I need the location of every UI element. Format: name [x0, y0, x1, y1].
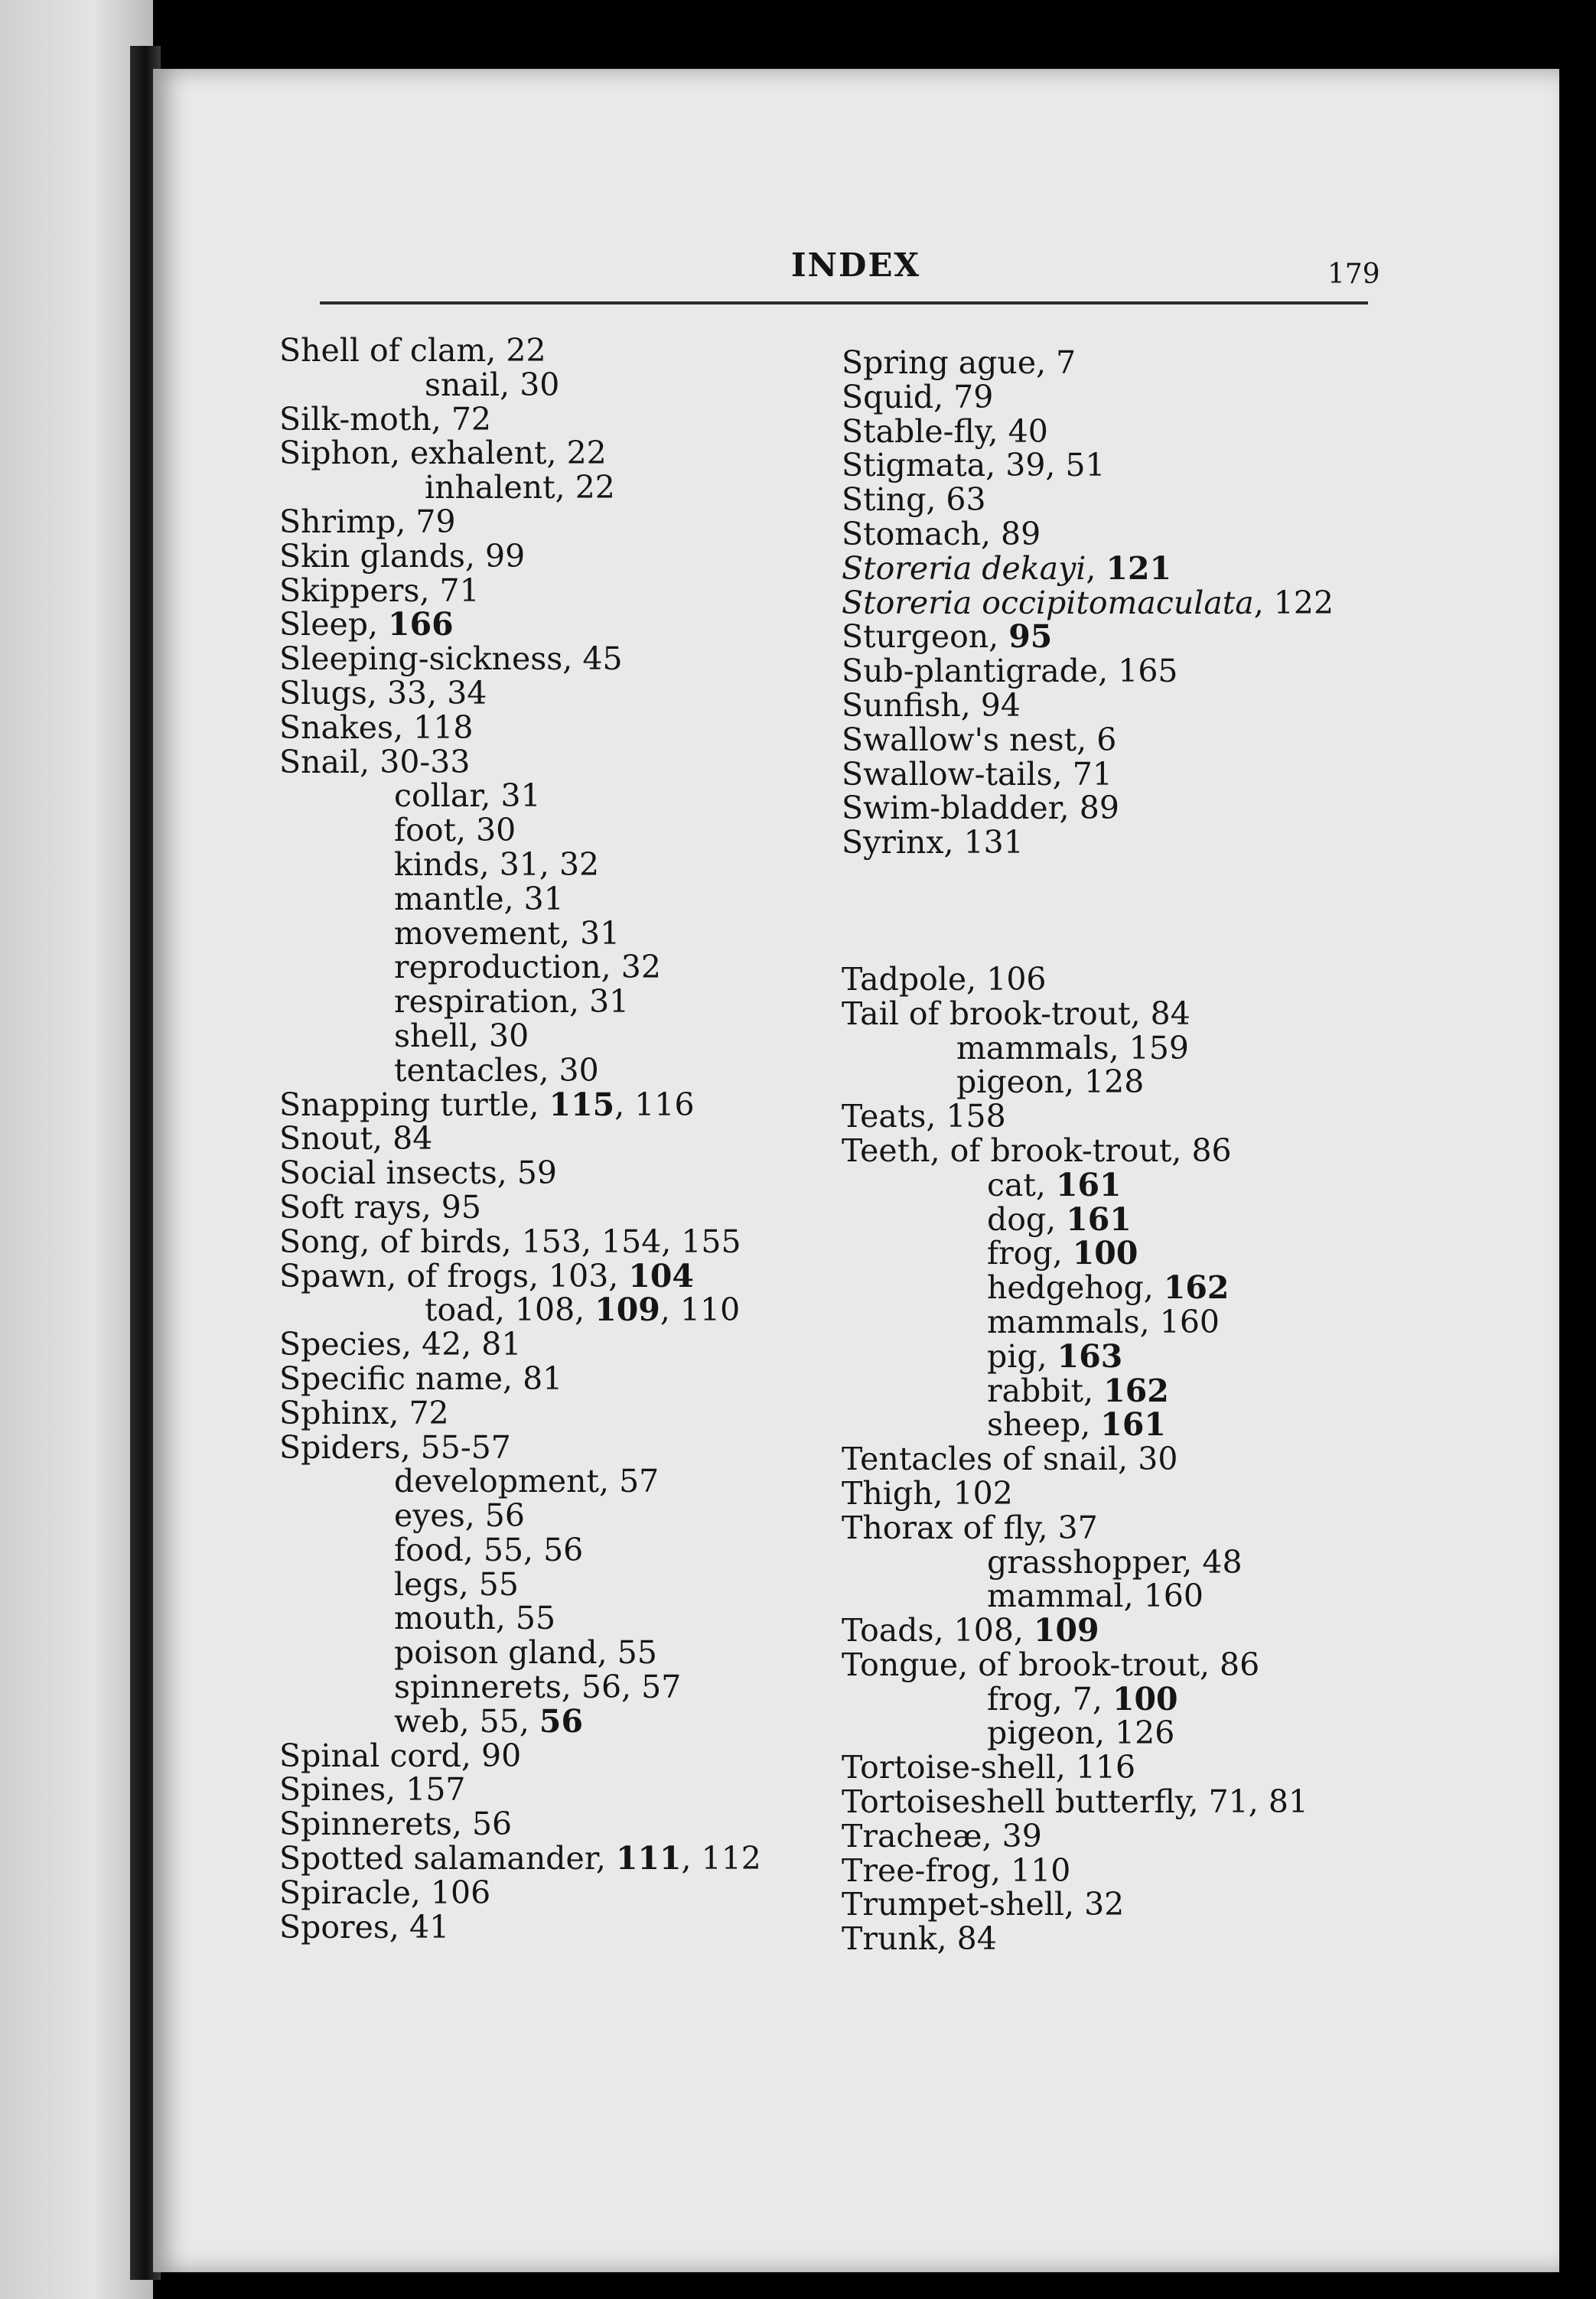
index-entry [279, 1773, 845, 1807]
entry-pages: 166 [388, 606, 454, 643]
index-subentry [842, 1168, 1392, 1203]
entry-term: Silk-moth, [279, 400, 451, 438]
entry-pages: 30-33 [379, 743, 471, 780]
index-column-left [279, 334, 845, 1944]
entry-pages: 161 [1066, 1200, 1132, 1238]
index-subentry [279, 1499, 845, 1533]
index-entry [279, 676, 845, 711]
index-entry [279, 1122, 845, 1156]
index-subentry [279, 471, 845, 505]
index-entry [279, 1841, 845, 1876]
entry-term: Squid, [842, 378, 954, 415]
entry-term: Sleep, [279, 606, 389, 643]
entry-term: cat, [987, 1166, 1056, 1203]
entry-pages: 118 [413, 708, 474, 746]
index-entry [279, 1428, 845, 1466]
entry-pages: 7 [1056, 344, 1076, 381]
index-subentry [279, 985, 845, 1019]
index-subentry [279, 882, 845, 917]
index-entry [842, 686, 1392, 724]
entry-pages: 109 [1033, 1612, 1099, 1649]
entry-term: Thorax of fly, [842, 1509, 1058, 1546]
index-entry [842, 620, 1392, 654]
entry-pages: 103, [549, 1257, 629, 1294]
entry-pages: 158 [946, 1098, 1006, 1135]
entry-term: respiration, [394, 983, 590, 1021]
entry-pages: 42, 81 [422, 1326, 522, 1363]
index-entry [279, 642, 845, 676]
index-entry [842, 1648, 1392, 1682]
index-entry [842, 517, 1392, 552]
entry-term: Teats, [842, 1098, 946, 1135]
index-subentry [842, 1065, 1392, 1099]
entry-pages: , 112 [681, 1840, 761, 1877]
entry-term: Snakes, [279, 708, 414, 746]
entry-term: Sleeping-sickness, [279, 640, 583, 678]
index-subentry [279, 1533, 845, 1568]
entry-term: grasshopper, [987, 1543, 1203, 1581]
entry-pages: 71 [439, 571, 480, 609]
entry-term: Tortoise-shell, [842, 1749, 1076, 1786]
entry-term: Social insects, [279, 1154, 517, 1192]
entry-pages: 157 [406, 1771, 466, 1809]
entry-term: Spawn, of frogs, [279, 1257, 549, 1294]
index-entry [842, 1614, 1392, 1648]
entry-pages: 94 [980, 686, 1021, 724]
entry-pages: 22 [566, 435, 607, 472]
index-entry [842, 723, 1392, 757]
entry-term: Trumpet-shell, [842, 1886, 1085, 1923]
entry-pages: 163 [1057, 1337, 1123, 1375]
index-entry [279, 708, 845, 746]
index-entry [842, 1134, 1392, 1168]
entry-term: dog, [987, 1200, 1067, 1238]
page-title: INDEX [791, 246, 921, 284]
entry-pages: 84 [956, 1920, 997, 1958]
entry-term: Sunfish, [842, 686, 981, 724]
index-entry [279, 436, 845, 471]
entry-pages: 31 [589, 983, 630, 1021]
entry-pages: 30 [489, 1017, 529, 1054]
index-subentry [279, 914, 845, 952]
entry-pages: 33, 34 [386, 674, 487, 712]
entry-term: poison gland, [394, 1634, 617, 1672]
entry-term: frog, [987, 1680, 1073, 1718]
index-subentry [842, 1682, 1392, 1717]
entry-pages: , [614, 1086, 635, 1123]
index-entry [842, 1922, 1392, 1956]
index-entry [279, 1396, 845, 1431]
entry-pages: 56 [484, 1497, 525, 1535]
entry-pages: 72 [409, 1394, 449, 1431]
entry-term: Song, of birds, [279, 1223, 522, 1260]
entry-term: Spinnerets, [279, 1806, 472, 1843]
entry-term: Syrinx, [842, 824, 964, 861]
entry-pages: 115 [549, 1086, 615, 1123]
entry-term: Soft rays, [279, 1188, 441, 1226]
entry-term: Trunk, [842, 1920, 957, 1958]
index-entry [842, 380, 1392, 415]
entry-term: Tracheæ, [842, 1817, 1002, 1855]
index-entry [279, 607, 845, 642]
entry-term: Specific name, [279, 1360, 523, 1397]
index-subentry [842, 1200, 1392, 1238]
index-entry [842, 1099, 1392, 1134]
entry-term: movement, [394, 914, 581, 952]
entry-term: sheep, [987, 1406, 1101, 1444]
index-entry [279, 334, 845, 368]
entry-term: frog, [987, 1235, 1073, 1272]
index-entry [842, 346, 1392, 380]
index-subentry [279, 1464, 845, 1499]
entry-pages: 30 [559, 1051, 599, 1089]
index-subentry [279, 813, 845, 848]
entry-term: pigeon, [956, 1063, 1085, 1101]
entry-pages: 32 [1084, 1886, 1125, 1923]
index-subentry [279, 1565, 845, 1603]
entry-pages: 55, 56 [483, 1531, 584, 1568]
entry-term: mammal, [987, 1578, 1144, 1615]
index-subentry [279, 950, 845, 985]
entry-pages: 102 [953, 1474, 1013, 1512]
index-subentry [279, 368, 845, 402]
index-subentry [279, 1019, 845, 1053]
entry-term: toad, [425, 1291, 515, 1329]
entry-pages: 79 [415, 503, 456, 540]
index-entry [842, 448, 1392, 483]
entry-term: Tongue, of brook-trout, [842, 1646, 1220, 1683]
index-subentry [842, 1271, 1392, 1305]
entry-pages: 106 [430, 1874, 491, 1911]
entry-pages: 95 [1008, 618, 1053, 656]
index-subentry [279, 1601, 845, 1636]
entry-pages: 99 [485, 537, 526, 575]
index-entry [279, 1876, 845, 1910]
entry-term: foot, [394, 812, 477, 849]
entry-term: Spores, [279, 1908, 409, 1946]
entry-term: Stable-fly, [842, 412, 1008, 450]
entry-pages: 109 [594, 1291, 660, 1329]
entry-pages: 39 [1002, 1817, 1042, 1855]
entry-term: Swim-bladder, [842, 790, 1080, 827]
section-gap [842, 860, 1392, 962]
index-entry [279, 1362, 845, 1396]
entry-pages: 30 [1138, 1441, 1178, 1478]
index-entry [842, 1442, 1392, 1477]
index-entry [279, 539, 845, 574]
index-subentry [279, 1293, 845, 1327]
entry-term: Snapping turtle, [279, 1086, 549, 1123]
entry-term: Tree-frog, [842, 1851, 1011, 1889]
index-entry [842, 412, 1392, 450]
entry-pages: 165 [1118, 653, 1178, 690]
entry-term: kinds, [394, 845, 500, 883]
index-entry [279, 1739, 845, 1773]
index-entry [842, 1819, 1392, 1854]
entry-term: Spotted salamander, [279, 1840, 616, 1877]
entry-pages: 160 [1159, 1303, 1220, 1340]
entry-term: hedgehog, [987, 1269, 1164, 1307]
index-column-right [842, 346, 1392, 1956]
entry-term: Slugs, [279, 674, 387, 712]
index-entry [842, 757, 1392, 792]
entry-term: Spines, [279, 1771, 406, 1809]
entry-pages: 108, [514, 1291, 595, 1329]
entry-pages: 90 [481, 1737, 522, 1774]
entry-term: Skippers, [279, 571, 440, 609]
entry-pages: 162 [1103, 1372, 1169, 1409]
index-entry [842, 962, 1392, 997]
entry-pages: 95 [441, 1188, 481, 1226]
index-entry [279, 1327, 845, 1362]
entry-term: reproduction, [394, 949, 621, 986]
entry-term: development, [394, 1463, 620, 1500]
entry-pages: 104 [628, 1257, 694, 1294]
index-entry [842, 1785, 1392, 1819]
entry-pages: 71, 81 [1208, 1783, 1309, 1821]
entry-term: Siphon, exhalent, [279, 435, 567, 472]
entry-pages: 45 [582, 640, 623, 678]
entry-pages: 128 [1084, 1063, 1145, 1101]
index-subentry [842, 1305, 1392, 1340]
index-subentry [842, 1337, 1392, 1375]
entry-pages: 79 [953, 378, 994, 415]
entry-pages: 7, [1072, 1680, 1112, 1718]
index-entry [842, 997, 1392, 1031]
entry-term: Tail of brook-trout, [842, 995, 1151, 1032]
index-entry [279, 1190, 845, 1225]
entry-term: Teeth, of brook-trout, [842, 1132, 1192, 1169]
entry-pages: 55 [617, 1634, 657, 1672]
entry-term: pigeon, [987, 1714, 1116, 1752]
entry-pages: 89 [1079, 790, 1119, 827]
entry-pages: 160 [1143, 1578, 1204, 1615]
entry-term: mammals, [987, 1303, 1160, 1340]
index-entry [279, 402, 845, 437]
entry-term: Stigmata, [842, 447, 1006, 484]
entry-term: Snail, [279, 743, 380, 780]
entry-term: Toads, [842, 1612, 954, 1649]
index-subentry [279, 1670, 845, 1705]
entry-pages: 31 [500, 777, 541, 815]
entry-pages: 56 [471, 1806, 513, 1843]
header-rule [320, 301, 1368, 304]
entry-term: mantle, [394, 880, 524, 917]
entry-pages: 162 [1163, 1269, 1230, 1307]
entry-pages: 59 [516, 1154, 557, 1192]
entry-term: Spring ague, [842, 344, 1057, 381]
index-entry [279, 1807, 845, 1841]
entry-term: mouth, [394, 1600, 516, 1637]
entry-pages: 55-57 [420, 1428, 511, 1466]
index-subentry [842, 1716, 1392, 1750]
entry-term: Spiders, [279, 1428, 421, 1466]
entry-term: Spiracle, [279, 1874, 431, 1911]
entry-pages: 100 [1112, 1680, 1178, 1718]
index-subentry [279, 779, 845, 813]
entry-pages: 121 [1106, 549, 1172, 587]
index-entry [842, 586, 1392, 620]
entry-term: Swallow-tails, [842, 755, 1073, 793]
entry-term: Tortoiseshell butterfly, [842, 1783, 1209, 1821]
index-entry [842, 654, 1392, 689]
entry-pages: 31, 32 [499, 845, 600, 883]
entry-pages: 32 [620, 949, 661, 986]
index-subentry [279, 1636, 845, 1670]
entry-pages: , 110 [660, 1291, 741, 1329]
index-entry [842, 1750, 1392, 1785]
entry-term: legs, [394, 1565, 479, 1603]
entry-pages: 72 [451, 400, 491, 438]
entry-term: Sub-plantigrade, [842, 653, 1119, 690]
entry-pages: 55 [478, 1565, 519, 1603]
index-entry [842, 1474, 1392, 1512]
entry-pages: 161 [1055, 1166, 1122, 1203]
entry-pages: 110 [1011, 1851, 1071, 1889]
index-entry [842, 1851, 1392, 1889]
entry-term: tentacles, [394, 1051, 559, 1089]
entry-term: Spinal cord, [279, 1737, 481, 1774]
index-entry [279, 1910, 845, 1945]
entry-pages: 131 [963, 824, 1024, 861]
index-entry [842, 791, 1392, 825]
index-subentry [842, 1236, 1392, 1271]
entry-term: Shell of clam, [279, 332, 506, 369]
entry-pages: 63 [946, 481, 986, 519]
entry-pages: 108, [953, 1612, 1034, 1649]
entry-pages: 86 [1191, 1132, 1232, 1169]
entry-pages: 116 [1075, 1749, 1136, 1786]
entry-pages: 41 [409, 1908, 450, 1946]
entry-pages: 89 [1001, 515, 1041, 552]
index-entry [842, 483, 1392, 517]
index-entry [279, 571, 845, 609]
entry-pages: 30 [476, 812, 516, 849]
entry-term: inhalent, [425, 469, 575, 506]
entry-pages: 48 [1202, 1543, 1243, 1581]
entry-term: Storeria dekayi [842, 549, 1086, 587]
entry-pages: 22 [506, 332, 546, 369]
entry-pages: , 122 [1253, 584, 1334, 621]
entry-term: Sphinx, [279, 1394, 409, 1431]
entry-pages: , [1086, 549, 1106, 587]
index-subentry [279, 1702, 845, 1740]
entry-pages: 153, 154, 155 [521, 1223, 741, 1260]
index-subentry [842, 1545, 1392, 1580]
entry-term: Tentacles of snail, [842, 1441, 1138, 1478]
entry-pages: 161 [1100, 1406, 1166, 1444]
entry-pages: 100 [1072, 1235, 1138, 1272]
entry-pages: 56, 57 [581, 1669, 682, 1706]
entry-pages: 57 [619, 1463, 660, 1500]
entry-term: Sting, [842, 481, 946, 519]
entry-term: Shrimp, [279, 503, 416, 540]
index-entry [279, 1225, 845, 1259]
index-entry [842, 1511, 1392, 1545]
entry-term: Thigh, [842, 1474, 953, 1512]
index-subentry [842, 1374, 1392, 1408]
index-subentry [842, 1408, 1392, 1442]
entry-pages: 111 [615, 1840, 682, 1877]
entry-pages: 22 [575, 469, 615, 506]
index-entry [842, 549, 1392, 587]
index-entry [279, 1088, 845, 1122]
entry-term: Storeria occipitomaculata [842, 584, 1254, 621]
entry-pages: 31 [523, 880, 564, 917]
entry-pages: 106 [986, 960, 1047, 998]
index-entry [842, 825, 1392, 860]
entry-term: snail, [425, 366, 520, 403]
entry-term: rabbit, [987, 1372, 1104, 1409]
entry-term: Tadpole, [842, 960, 987, 998]
entry-term: food, [394, 1531, 484, 1568]
entry-term: shell, [394, 1017, 490, 1054]
index-entry [279, 505, 845, 539]
entry-pages: 40 [1008, 412, 1048, 450]
entry-term: Stomach, [842, 515, 1002, 552]
entry-pages: 30 [520, 366, 560, 403]
index-entry [279, 1156, 845, 1190]
entry-pages: 31 [580, 914, 620, 952]
entry-pages: 56 [539, 1702, 583, 1740]
entry-term: pig, [987, 1337, 1057, 1375]
entry-pages: 39, 51 [1005, 447, 1106, 484]
entry-term: mammals, [956, 1029, 1129, 1066]
entry-term: collar, [394, 777, 501, 815]
entry-pages: 159 [1129, 1029, 1190, 1066]
index-subentry [842, 1579, 1392, 1614]
entry-term: Swallow's nest, [842, 721, 1097, 758]
index-entry [279, 1259, 845, 1294]
entry-pages: 37 [1057, 1509, 1098, 1546]
index-subentry [279, 1053, 845, 1088]
entry-pages: 71 [1072, 755, 1112, 793]
index-entry [842, 1887, 1392, 1922]
entry-pages: 116 [634, 1086, 695, 1123]
entry-term: eyes, [394, 1497, 485, 1535]
entry-pages: 84 [1150, 995, 1190, 1032]
page-number: 179 [1327, 259, 1380, 290]
entry-term: web, [394, 1702, 480, 1740]
entry-pages: 6 [1096, 721, 1117, 758]
entry-pages: 55, [479, 1702, 539, 1740]
index-subentry [842, 1031, 1392, 1066]
entry-pages: 84 [392, 1120, 433, 1158]
index-subentry [279, 845, 845, 883]
entry-term: Species, [279, 1326, 422, 1363]
entry-pages: 55 [515, 1600, 556, 1637]
entry-pages: 81 [523, 1360, 563, 1397]
entry-pages: 126 [1115, 1714, 1175, 1752]
entry-term: Sturgeon, [842, 618, 1009, 656]
entry-pages: 86 [1220, 1646, 1260, 1683]
index-entry [279, 745, 845, 780]
entry-term: Skin glands, [279, 537, 486, 575]
entry-term: Snout, [279, 1120, 393, 1158]
entry-term: spinnerets, [394, 1669, 581, 1706]
